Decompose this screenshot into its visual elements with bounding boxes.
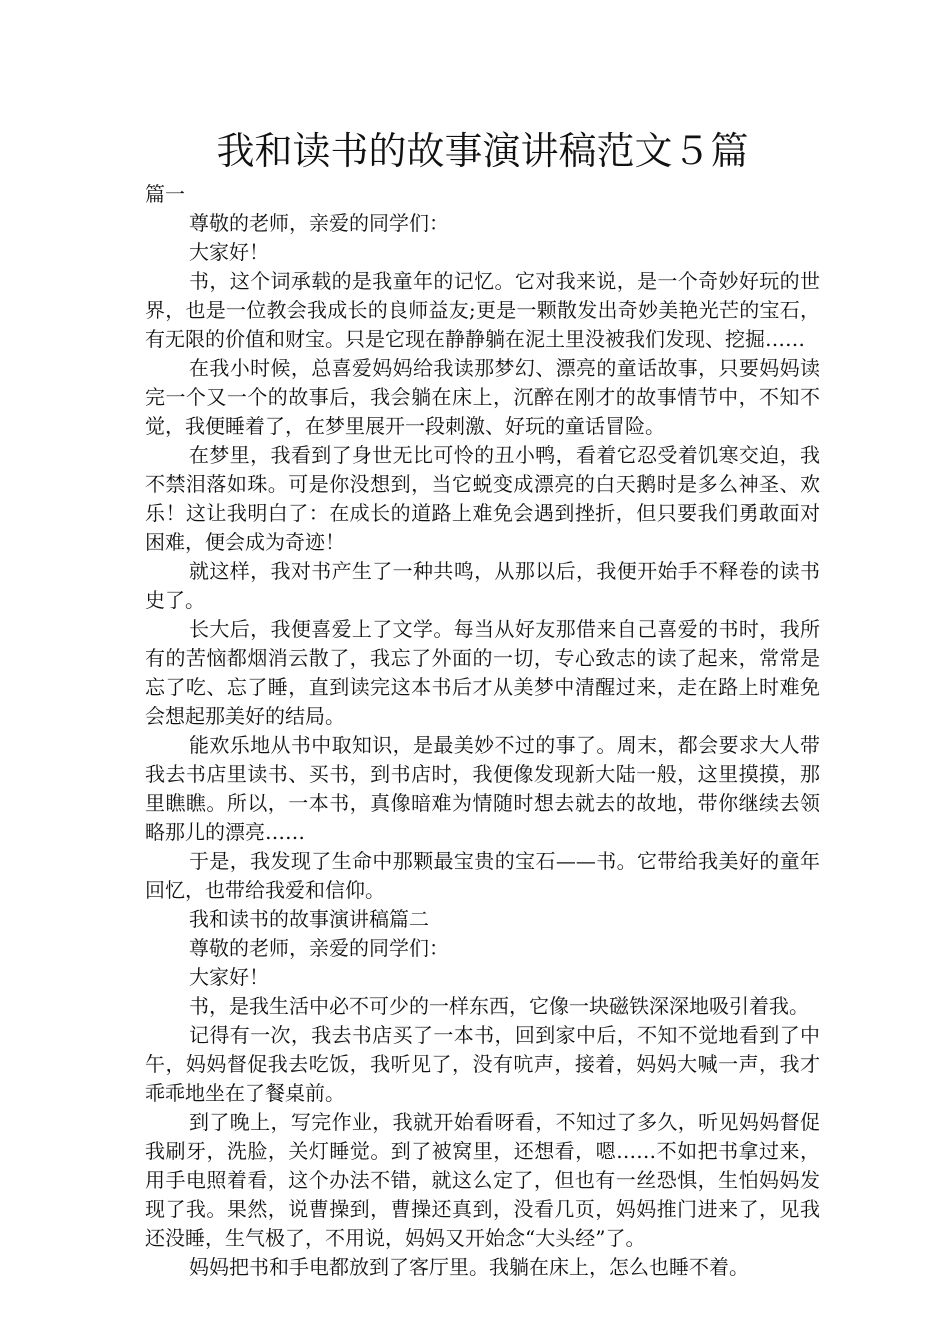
- paragraph-7: 长大后，我便喜爱上了文学。每当从好友那借来自己喜爱的书时，我所有的苦恼都烟消云散了，我忘了外面的一切，专心致志的读了起来，常常是忘了吃、忘了睡，直到读完这本书后才从美梦中清醒过来，走在路上时难免会想起那美好的结局。: [145, 617, 820, 728]
- document-title: 我和读书的故事演讲稿范文５篇: [216, 129, 749, 173]
- paragraph-2: 大家好！: [189, 240, 269, 264]
- paragraph-12: 大家好！: [189, 965, 269, 989]
- paragraph-14: 记得有一次，我去书店买了一本书，回到家中后，不知不觉地看到了中午，妈妈督促我去吃饭，我听见了，没有吭声，接着，妈妈大喊一声，我才乖乖地坐在了餐桌前。: [145, 1023, 820, 1105]
- paragraph-13: 书，是我生活中必不可少的一样东西，它像一块磁铁深深地吸引着我。: [189, 994, 809, 1018]
- paragraph-6: 就这样，我对书产生了一种共鸣，从那以后，我便开始手不释卷的读书史了。: [145, 559, 820, 612]
- section-label: 篇一: [145, 182, 185, 206]
- document-page: [145, 128, 820, 1282]
- paragraph-15: 到了晚上，写完作业，我就开始看呀看，不知过了多久，听见妈妈督促我刷牙，洗脸，关灯睡觉。到了被窝里，还想看，嗯……不如把书拿过来，用手电照着看，这个办法不错，就这么定了，但也有一丝恐惧，生怕妈妈发现了我。果然，说曹操到，曹操还真到，没看几页，妈妈推门进来了，见我还没睡，生气极了，不用说，妈妈又开始念“大头经”了。: [145, 1110, 820, 1250]
- paragraph-16: 妈妈把书和手电都放到了客厅里。我躺在床上，怎么也睡不着。: [189, 1255, 749, 1279]
- paragraph-5: 在梦里，我看到了身世无比可怜的丑小鸭，看着它忍受着饥寒交迫，我不禁泪落如珠。可是你没想到，当它蜕变成漂亮的白天鹅时是多么神圣、欢乐！这让我明白了：在成长的道路上难免会遇到挫折，但只要我们勇敢面对困难，便会成为奇迹！: [145, 443, 820, 554]
- paragraph-3: 书，这个词承载的是我童年的记忆。它对我来说，是一个奇妙好玩的世界，也是一位教会我成长的良师益友;更是一颗散发出奇妙美艳光芒的宝石，有无限的价值和财宝。只是它现在静静躺在泥土里没被我们发现、挖掘……: [145, 269, 820, 351]
- paragraph-1: 尊敬的老师，亲爱的同学们：: [189, 211, 449, 235]
- paragraph-8: 能欢乐地从书中取知识，是最美妙不过的事了。周末，都会要求大人带我去书店里读书、买书，到书店时，我便像发现新大陆一般，这里摸摸，那里瞧瞧。所以，一本书，真像暗难为情随时想去就去的故地，带你继续去领略那儿的漂亮……: [145, 733, 820, 844]
- section-heading-2: 我和读书的故事演讲稿篇二: [189, 907, 429, 931]
- paragraph-9: 于是，我发现了生命中那颗最宝贵的宝石——书。它带给我美好的童年回忆，也带给我爱和信仰。: [145, 849, 820, 902]
- paragraph-4: 在我小时候，总喜爱妈妈给我读那梦幻、漂亮的童话故事，只要妈妈读完一个又一个的故事后，我会躺在床上，沉醉在刚才的故事情节中，不知不觉，我便睡着了，在梦里展开一段刺激、好玩的童话冒险。: [145, 356, 820, 438]
- paragraph-11: 尊敬的老师，亲爱的同学们：: [189, 936, 449, 960]
